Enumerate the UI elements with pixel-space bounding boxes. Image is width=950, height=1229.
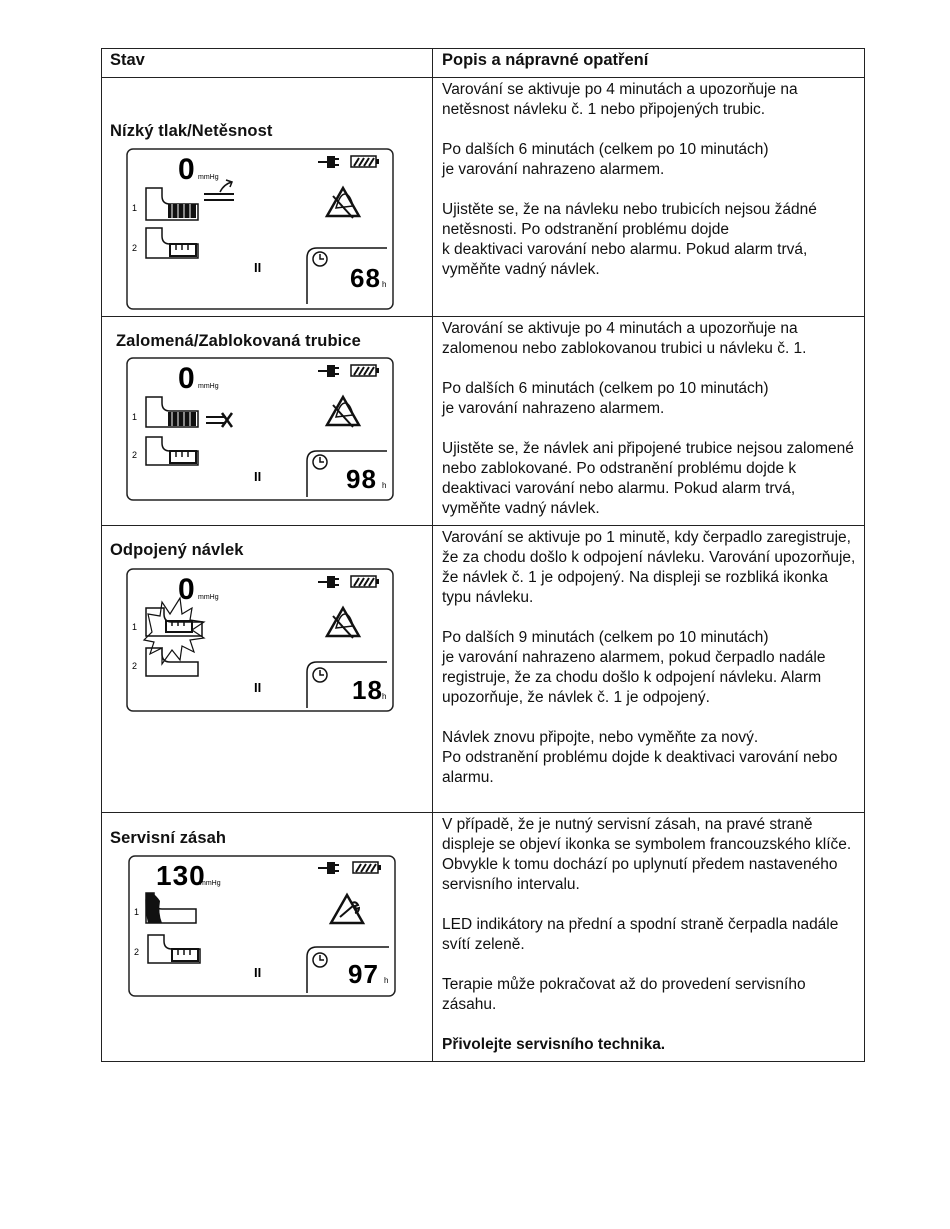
state-cell: [102, 526, 433, 813]
pressure-unit: mmHg: [198, 594, 219, 601]
lcd-display: [126, 148, 394, 310]
hours-unit: h: [384, 976, 389, 985]
cuff-2-label: 2: [132, 661, 138, 671]
pressure-readout: 0: [178, 153, 195, 186]
description-paragraph: Varování se aktivuje po 4 minutách a upozorňuje na netěsnost návleku č. 1 nebo připojených trubic.: [442, 81, 798, 118]
hours-readout: 98: [346, 464, 377, 494]
hours-readout: 18: [352, 675, 383, 705]
hours-unit: h: [382, 692, 387, 701]
table-row: [102, 813, 865, 1062]
lcd-display: [126, 357, 394, 501]
table-row: [102, 526, 865, 813]
state-cell: [102, 317, 433, 526]
pressure-unit: mmHg: [198, 383, 219, 390]
description-paragraph-bold: Přivolejte servisního technika.: [442, 1036, 666, 1053]
state-title: Zalomená/Zablokovaná trubice: [116, 332, 361, 350]
pressure-unit: mmHg: [200, 880, 221, 887]
hours-unit: h: [382, 481, 387, 490]
state-title: Nízký tlak/Netěsnost: [110, 122, 273, 140]
cuff-2-label: 2: [132, 450, 138, 460]
state-cell: [102, 78, 433, 317]
description-paragraph: Varování se aktivuje po 1 minutě, kdy čerpadlo zaregistruje, že za chodu došlo k odpojení návleku. Varování upozorňuje, že návlek č. 1 je odpojený. Na displeji se rozbliká ikonka typu návleku.: [442, 529, 856, 606]
header-state: Stav: [102, 49, 433, 78]
description-paragraph: Ujistěte se, že na návleku nebo trubicích nejsou žádné netěsnosti. Po odstranění problému dojde k deaktivaci varování nebo alarmu. Pokud alarm trvá, vyměňte vadný návlek.: [442, 201, 817, 278]
cuff-2-label: 2: [132, 243, 138, 253]
hours-unit: h: [382, 280, 387, 289]
pressure-readout: 0: [178, 362, 195, 395]
description-paragraph: Terapie může pokračovat až do provedení servisního zásahu.: [442, 976, 806, 1013]
description-paragraph: V případě, že je nutný servisní zásah, na pravé straně displeje se objeví ikonka se symbolem francouzského klíče. Obvykle k tomu dochází po uplynutí předem nastaveného servisního intervalu.: [442, 816, 852, 893]
description-paragraph: Po dalších 6 minutách (celkem po 10 minutách) je varování nahrazeno alarmem.: [442, 380, 769, 417]
cuff-1-label: 1: [132, 203, 138, 213]
hours-readout: 97: [348, 959, 379, 989]
cuff-2-label: 2: [134, 947, 140, 957]
table-row: [102, 317, 865, 526]
lcd-display: [126, 568, 394, 712]
pressure-readout: 0: [178, 573, 195, 606]
description-paragraph: Ujistěte se, že návlek ani připojené trubice nejsou zalomené nebo zablokované. Po odstranění problému dojde k deaktivaci varování nebo alarmu. Pokud alarm trvá, vyměňte vadný návlek.: [442, 440, 854, 517]
pressure-readout: 130: [156, 860, 206, 891]
cuff-1-label: 1: [132, 622, 138, 632]
pause-indicator: II: [254, 965, 262, 980]
table-row: [102, 78, 865, 317]
description-paragraph: Návlek znovu připojte, nebo vyměňte za nový. Po odstranění problému dojde k deaktivaci varování nebo alarmu.: [442, 729, 838, 786]
description-paragraph: Po dalších 6 minutách (celkem po 10 minutách) je varování nahrazeno alarmem.: [442, 141, 769, 178]
header-description: Popis a nápravné opatření: [433, 49, 865, 78]
description-paragraph: LED indikátory na přední a spodní straně čerpadla nadále svítí zeleně.: [442, 916, 839, 953]
description-cell: [433, 78, 865, 317]
troubleshooting-table: [101, 48, 865, 1062]
description-cell: [433, 526, 865, 813]
pressure-unit: mmHg: [198, 174, 219, 181]
description-cell: [433, 317, 865, 526]
lcd-display: [128, 855, 396, 997]
state-title: Servisní zásah: [110, 829, 227, 847]
cuff-1-label: 1: [134, 907, 140, 917]
pause-indicator: II: [254, 260, 262, 275]
hours-readout: 68: [350, 263, 381, 293]
description-cell: [433, 813, 865, 1062]
table-header-row: [102, 49, 865, 78]
pause-indicator: II: [254, 469, 262, 484]
cuff-1-label: 1: [132, 412, 138, 422]
state-cell: [102, 813, 433, 1062]
pause-indicator: II: [254, 680, 262, 695]
state-title: Odpojený návlek: [110, 541, 244, 559]
description-paragraph: Po dalších 9 minutách (celkem po 10 minutách) je varování nahrazeno alarmem, pokud čerpadlo nadále registruje, že za chodu došlo k odpojení návleku. Alarm upozorňuje, že návlek č. 1 je odpojený.: [442, 629, 826, 706]
description-paragraph: Varování se aktivuje po 4 minutách a upozorňuje na zalomenou nebo zablokovanou trubici u návleku č. 1.: [442, 320, 807, 357]
